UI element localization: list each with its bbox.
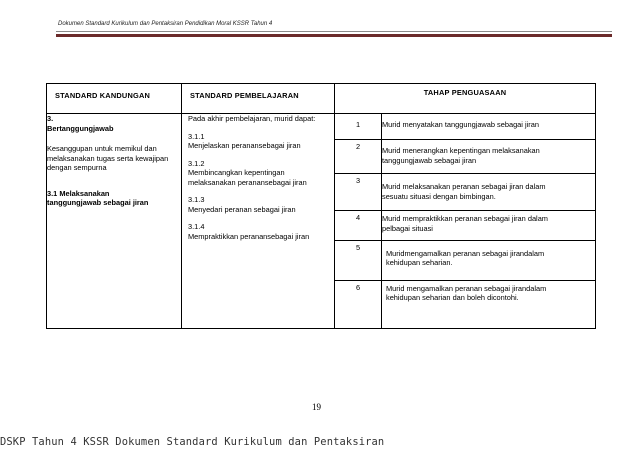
learning-item-code: 3.1.4 bbox=[188, 222, 205, 231]
value-number: 3. bbox=[47, 114, 54, 123]
level-description: Murid mengamalkan peranan sebagai jirandalam kehidupan seharian dan boleh dicontohi. bbox=[382, 280, 596, 328]
header-tahap-penguasaan: TAHAP PENGUASAAN bbox=[335, 84, 596, 114]
footer-caption: DSKP Tahun 4 KSSR Dokumen Standard Kurikulum dan Pentaksiran bbox=[0, 436, 385, 448]
learning-item-code: 3.1.3 bbox=[188, 195, 205, 204]
learning-intro: Pada akhir pembelajaran, murid dapat: bbox=[188, 114, 316, 123]
level-number: 2 bbox=[335, 140, 382, 174]
level-number: 5 bbox=[335, 240, 382, 280]
standard-kandungan-cell bbox=[47, 114, 182, 329]
learning-item-text: Mempraktikkan peranansebagai jiran bbox=[188, 231, 310, 241]
learning-item-code: 3.1.1 bbox=[188, 131, 205, 141]
sub-standard-title: 3.1 Melaksanakan tanggungjawab sebagai jiran bbox=[47, 188, 149, 207]
level-number: 6 bbox=[335, 280, 382, 328]
level-number: 3 bbox=[335, 174, 382, 211]
standard-pembelajaran-cell bbox=[182, 114, 335, 329]
level-description: Murid menyatakan tanggungjawab sebagai jiran bbox=[382, 114, 596, 140]
learning-item-text: Membincangkan kepentingan melaksanakan peranansebagai jiran bbox=[188, 168, 307, 187]
header-standard-pembelajaran: STANDARD PEMBELAJARAN bbox=[182, 84, 335, 114]
document-header-title: Dokumen Standard Kurikulum dan Pentaksiran Pendidikan Moral KSSR Tahun 4 bbox=[58, 21, 273, 27]
header-rule bbox=[56, 31, 612, 32]
table-header-row bbox=[47, 84, 596, 114]
learning-item-text: Menjelaskan peranansebagai jiran bbox=[188, 141, 301, 150]
header-rule-accent bbox=[56, 34, 612, 37]
value-description: Kesanggupan untuk memikul dan melaksanakan tugas serta kewajipan dengan sempurna bbox=[47, 144, 169, 172]
learning-item-code: 3.1.2 bbox=[188, 158, 205, 168]
level-number: 1 bbox=[335, 114, 382, 140]
level-description: Murid melaksanakan peranan sebagai jiran dalam sesuatu situasi dengan bimbingan. bbox=[382, 174, 596, 211]
header-standard-kandungan: STANDARD KANDUNGAN bbox=[47, 84, 182, 114]
level-number: 4 bbox=[335, 211, 382, 240]
level-description: Murid mempraktikkan peranan sebagai jiran dalam pelbagai situasi bbox=[382, 211, 596, 240]
level-description: Murid menerangkan kepentingan melaksanakan tanggungjawab sebagai jiran bbox=[382, 140, 596, 174]
value-title: Bertanggungjawab bbox=[47, 123, 114, 133]
standards-table bbox=[46, 83, 596, 329]
learning-item-text: Menyedari peranan sebagai jiran bbox=[188, 204, 296, 214]
level-description: Muridmengamalkan peranan sebagai jirandalam kehidupan seharian. bbox=[382, 240, 596, 280]
page-number: 19 bbox=[312, 402, 321, 412]
